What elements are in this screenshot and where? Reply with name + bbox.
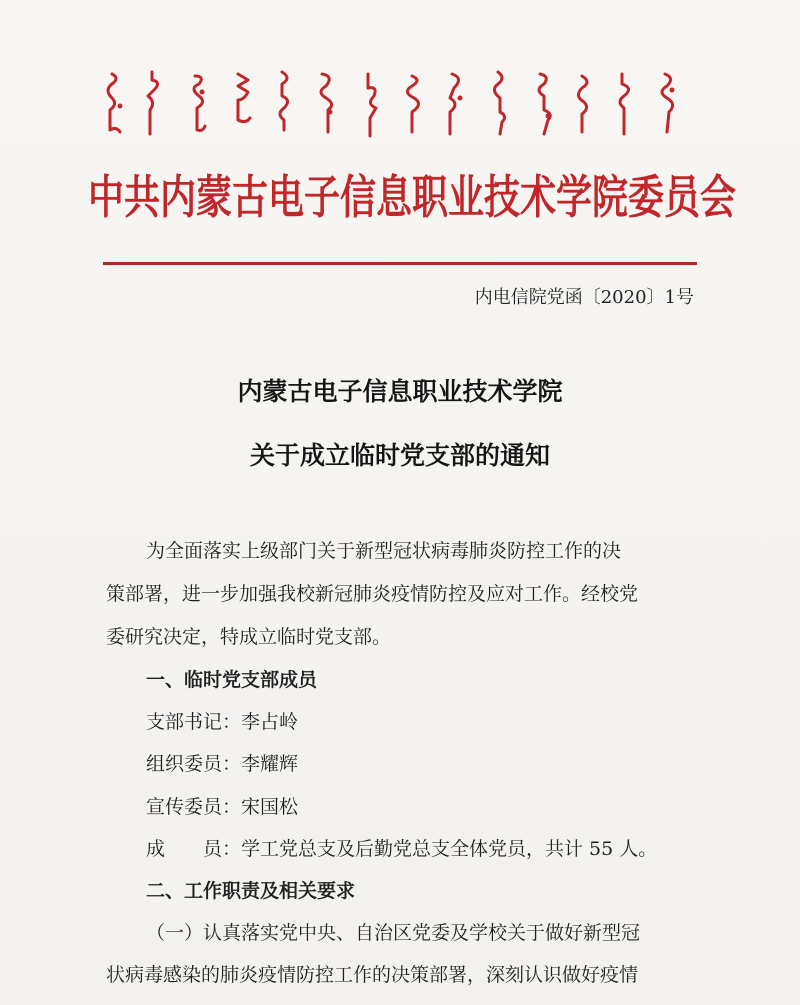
member-publicity: 宣传委员：宋国松 (146, 796, 299, 818)
intro-paragraph-line3: 委研究决定，特成立临时党支部。 (106, 626, 392, 648)
mongolian-script-logo (100, 68, 700, 138)
member-organizer: 组织委员：李耀辉 (146, 753, 299, 775)
item1-line1: （一）认真落实党中央、自治区党委及学校关于做好新型冠 (146, 922, 641, 944)
red-divider-line (103, 262, 697, 265)
item1-line2: 状病毒感染的肺炎疫情防控工作的决策部署，深刻认识做好疫情 (106, 964, 639, 986)
letterhead-title: 中共内蒙古电子信息职业技术学院委员会 (88, 172, 737, 225)
member-secretary: 支部书记：李占岭 (146, 711, 299, 733)
section2-heading: 二、工作职责及相关要求 (146, 880, 356, 902)
intro-paragraph-line2: 策部署，进一步加强我校新冠肺炎疫情防控及应对工作。经校党 (106, 583, 639, 605)
members-list: 成 员：学工党总支及后勤党总支全体党员，共计 55 人。 (146, 838, 658, 860)
document-title-line1: 内蒙古电子信息职业技术学院 (237, 377, 563, 406)
section1-heading: 一、临时党支部成员 (146, 669, 318, 691)
document-number: 内电信院党函〔2020〕1号 (474, 287, 694, 308)
intro-paragraph-line1: 为全面落实上级部门关于新型冠状病毒肺炎防控工作的决 (146, 540, 622, 562)
document-title-line2: 关于成立临时党支部的通知 (249, 441, 550, 470)
